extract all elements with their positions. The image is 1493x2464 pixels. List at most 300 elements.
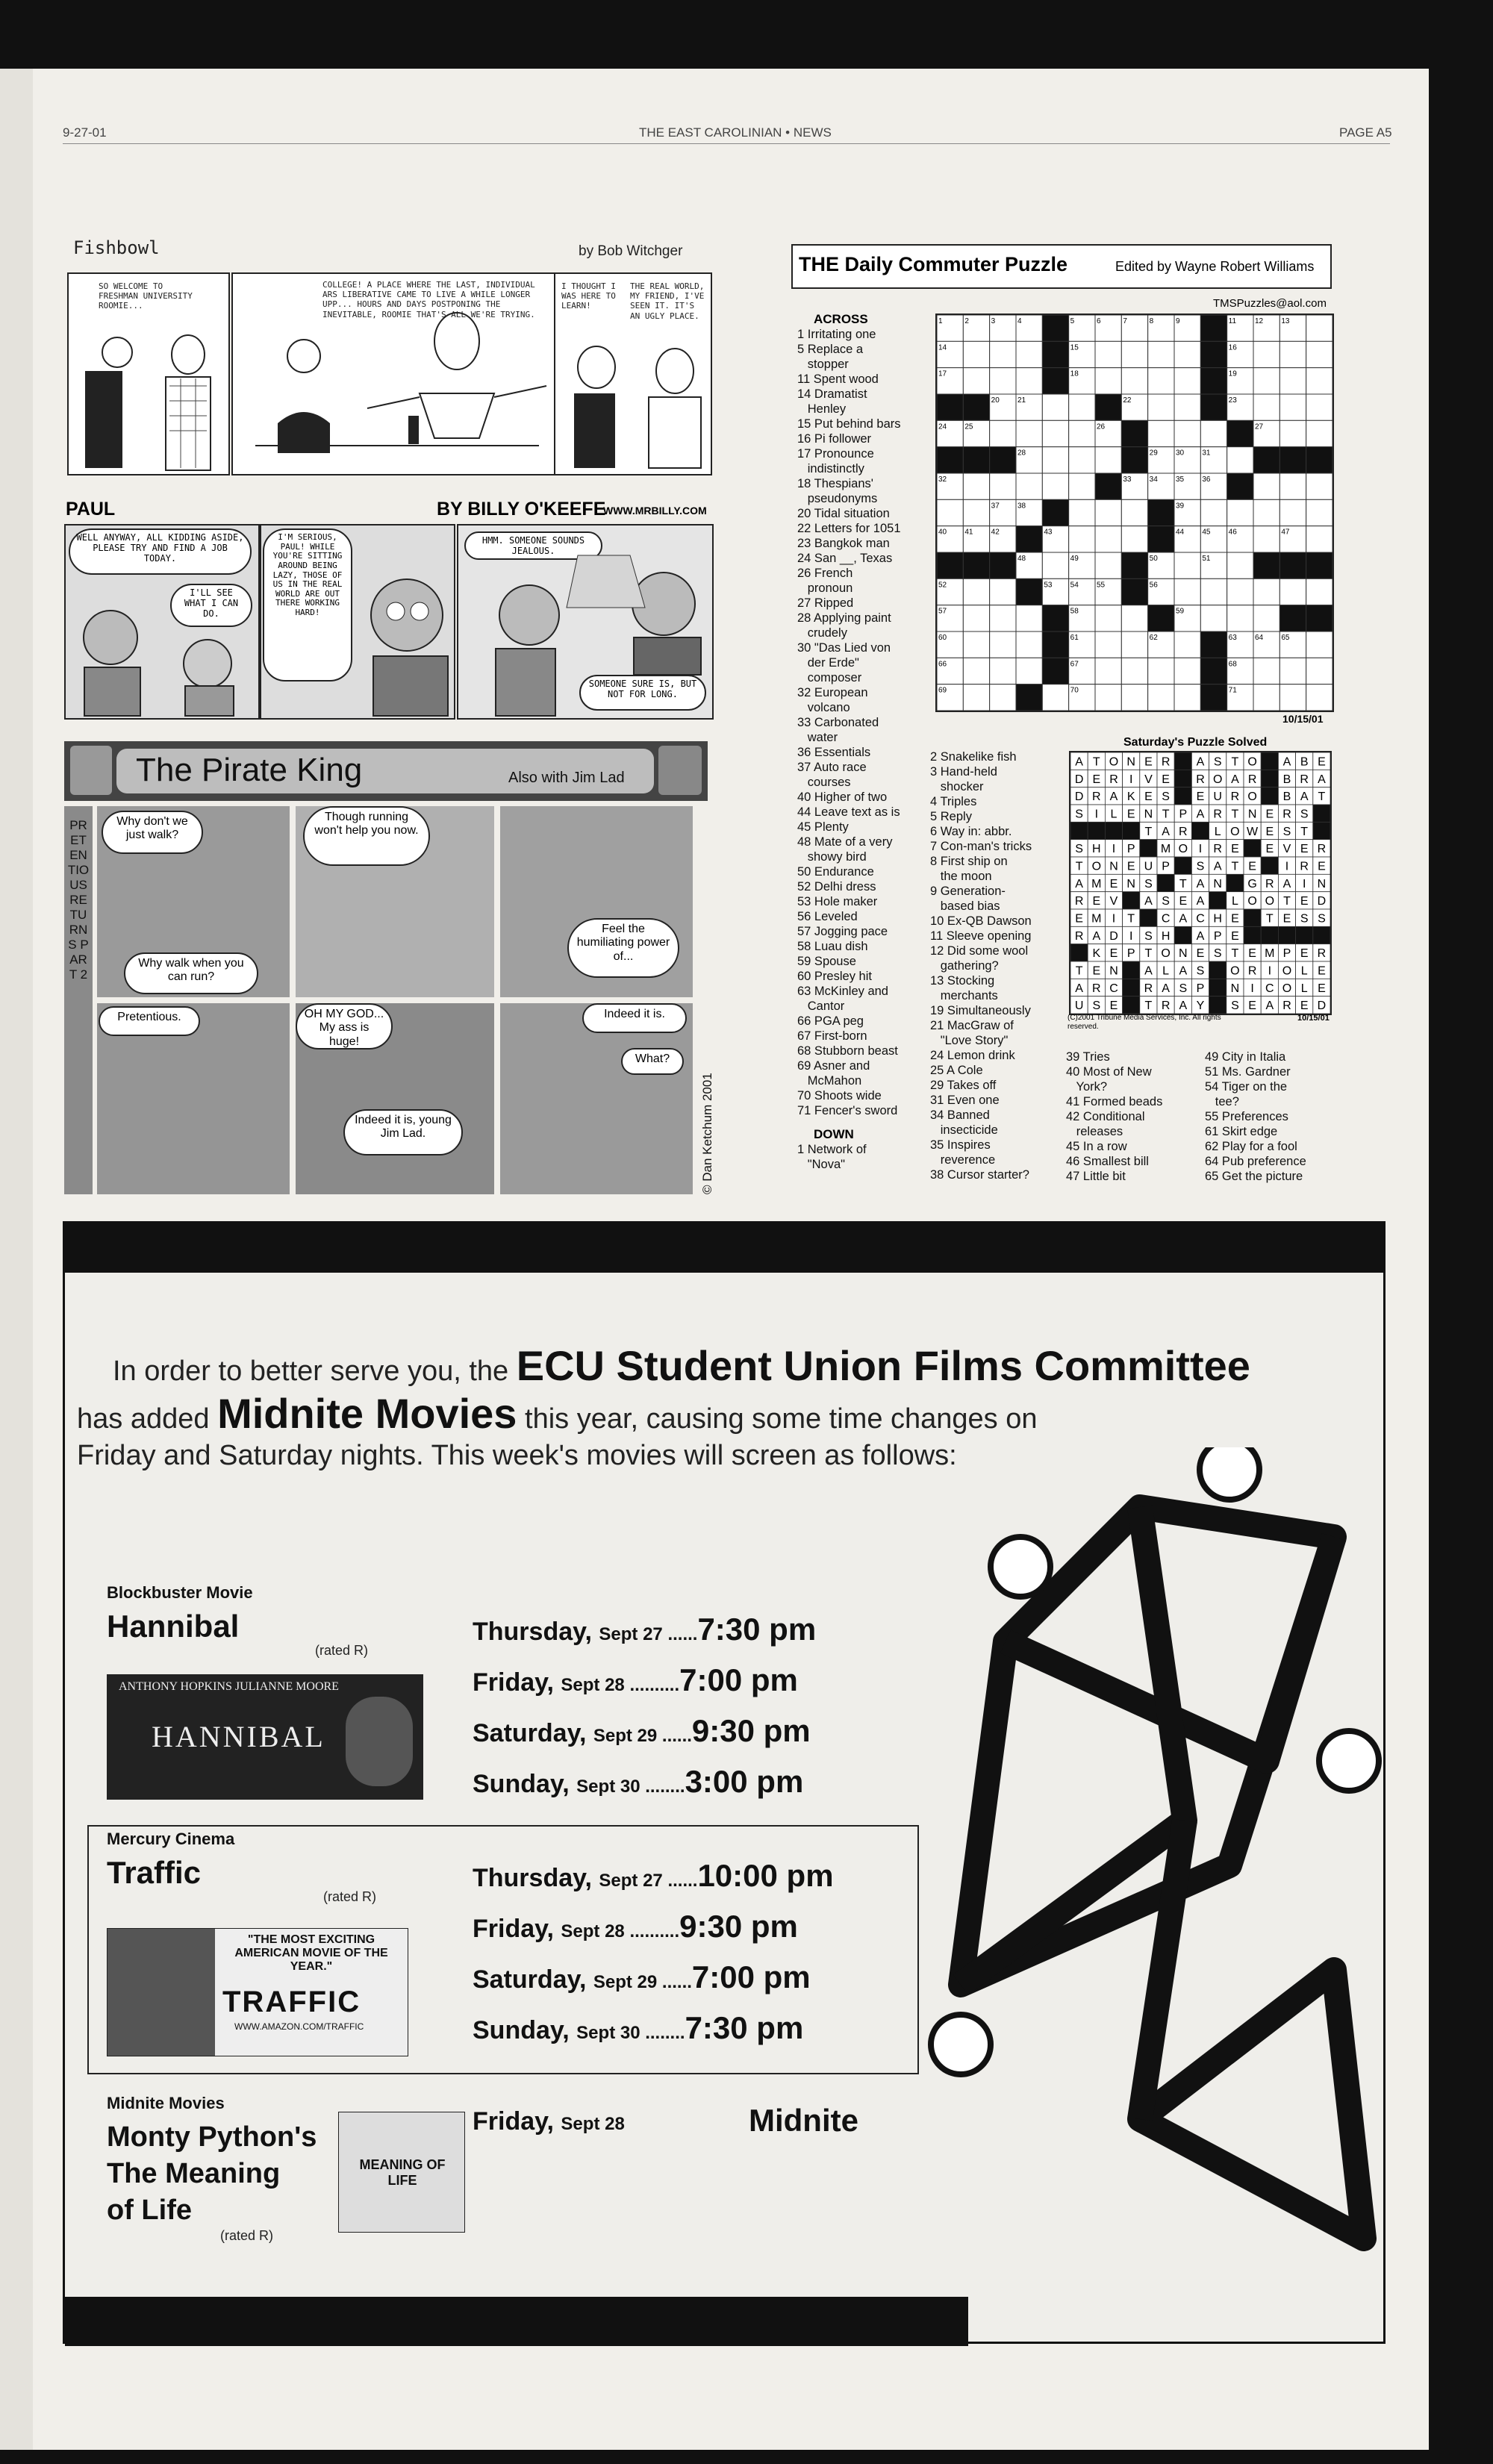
- grid-cell: [1095, 684, 1121, 711]
- solved-letter: E: [1300, 895, 1309, 908]
- grid-cell: [1042, 658, 1068, 684]
- solved-letter: R: [1247, 964, 1257, 978]
- pirate-avatar-left: [70, 746, 112, 795]
- solved-letter: E: [1092, 895, 1101, 908]
- grid-number: 58: [1070, 607, 1079, 616]
- solved-letter: T: [1300, 825, 1309, 838]
- grid-number: 65: [1281, 634, 1290, 642]
- solved-letter: B: [1282, 773, 1291, 786]
- solved-letter: H: [1092, 843, 1101, 856]
- solved-letter: S: [1144, 877, 1153, 891]
- grid-cell: [1016, 368, 1042, 394]
- solved-letter: E: [1300, 947, 1309, 961]
- solved-letter: E: [1144, 790, 1153, 804]
- solved-letter: R: [1300, 860, 1309, 873]
- solved-letter: S: [1213, 755, 1222, 769]
- grid-cell: [1069, 473, 1095, 499]
- pirate-bubble-2: Though running won't help you now.: [303, 806, 430, 866]
- grid-cell: [937, 394, 963, 420]
- grid-cell: [1306, 552, 1333, 578]
- grid-cell: [1200, 499, 1226, 525]
- solved-letter: P: [1126, 843, 1135, 856]
- grid-number: 15: [1070, 343, 1079, 352]
- grid-number: 59: [1176, 607, 1185, 616]
- solved-letter: A: [1179, 912, 1188, 926]
- solved-letter: S: [1092, 999, 1101, 1013]
- movie-3-title: [107, 2119, 317, 2229]
- grid-cell: [1200, 631, 1226, 658]
- pirate-panel-4: [97, 1003, 290, 1194]
- grid-cell: [1042, 394, 1068, 420]
- grid-cell: [1042, 315, 1068, 341]
- hannibal-poster-cast: ANTHONY HOPKINS JULIANNE MOORE: [119, 1680, 339, 1693]
- grid-cell: [1095, 394, 1121, 420]
- solved-letter: E: [1300, 843, 1309, 856]
- grid-number: 39: [1176, 502, 1185, 511]
- grid-cell: [1095, 658, 1121, 684]
- grid-cell: [1280, 447, 1306, 473]
- grid-cell: [1253, 605, 1280, 631]
- grid-cell: [1253, 499, 1280, 525]
- grid-cell: [937, 552, 963, 578]
- grid-cell: [1200, 394, 1226, 420]
- grid-cell: [1200, 315, 1226, 341]
- solved-letter: N: [1144, 808, 1153, 821]
- grid-cell: [1121, 526, 1147, 552]
- solved-letter: E: [1109, 877, 1118, 891]
- solved-cell: [1278, 926, 1295, 944]
- solved-cell: [1209, 892, 1226, 909]
- grid-cell: [990, 684, 1016, 711]
- grid-cell: [1200, 658, 1226, 684]
- solved-letter: O: [1282, 982, 1292, 995]
- solved-letter: Y: [1196, 999, 1205, 1013]
- grid-cell: [1069, 447, 1095, 473]
- grid-number: 30: [1176, 449, 1185, 458]
- solved-cell: [1088, 822, 1105, 839]
- solved-letter: N: [1247, 808, 1257, 821]
- pirate-bubble-6: OH MY GOD... My ass is huge!: [296, 1003, 393, 1049]
- grid-cell: [1227, 499, 1253, 525]
- m2-times-row: Saturday, Sept 29 ......7:00 pm: [473, 1959, 811, 1994]
- paul-drawing-2: [261, 525, 454, 718]
- puzzle-date: 10/15/01: [1282, 713, 1324, 725]
- solved-cell: [1191, 822, 1209, 839]
- solved-letter: A: [1196, 808, 1205, 821]
- pirate-bubble-8: Indeed it is.: [582, 1003, 687, 1033]
- solved-letter: O: [1178, 843, 1188, 856]
- solved-title: Saturday's Puzzle Solved: [1123, 736, 1268, 749]
- down-clues-3: [1066, 1049, 1162, 1184]
- solved-cell: [1070, 944, 1088, 961]
- ad-intro-3: Friday and Saturday nights. This week's movies will screen as follows:: [77, 1440, 957, 1471]
- solved-cell: [1157, 874, 1174, 891]
- solved-letter: K: [1092, 947, 1101, 961]
- solved-letter: E: [1126, 808, 1135, 821]
- grid-number: 53: [1044, 581, 1053, 590]
- solved-cell: [1123, 892, 1140, 909]
- grid-cell: [1095, 631, 1121, 658]
- paul-title: PAUL: [66, 499, 116, 520]
- grid-number: 35: [1176, 475, 1185, 484]
- ad-committee: ECU Student Union Films Committee: [516, 1342, 1250, 1389]
- ad-top-bar: [65, 1223, 1383, 1273]
- hannibal-poster-face: [346, 1697, 413, 1786]
- solved-cell: [1123, 961, 1140, 979]
- pirate-avatar-right: [658, 746, 702, 795]
- grid-cell: [1253, 368, 1280, 394]
- down-list-4: 49 City in Italia 51 Ms. Gardner 54 Tiger on the tee? 55 Preferences 61 Skirt edge 62 Play for a fool 64 Pub preference 65 Get the picture: [1205, 1050, 1306, 1183]
- solved-letter: A: [1144, 964, 1153, 978]
- solved-letter: T: [1127, 912, 1135, 926]
- grid-cell: [1121, 578, 1147, 605]
- grid-cell: [1227, 605, 1253, 631]
- pirate-bubble-4: Feel the humiliating power of...: [567, 918, 679, 978]
- movie-3-title-1: Monty Python's: [107, 2121, 317, 2153]
- grid-cell: [990, 605, 1016, 631]
- solved-letter: S: [1075, 808, 1083, 821]
- grid-cell: [1306, 605, 1333, 631]
- meaning-of-life-poster-title: MEANING OF LIFE: [359, 2157, 446, 2188]
- grid-number: 25: [964, 422, 973, 431]
- solved-letter: A: [1075, 982, 1083, 995]
- grid-cell: [1016, 605, 1042, 631]
- solved-letter: A: [1318, 773, 1326, 786]
- pirate-panel-6: [500, 1003, 693, 1194]
- solved-letter: O: [1109, 755, 1119, 769]
- grid-cell: [1016, 658, 1042, 684]
- m1-times-row: Sunday, Sept 30 ........3:00 pm: [473, 1764, 804, 1799]
- solved-letter: R: [1161, 755, 1171, 769]
- solved-letter: R: [1213, 808, 1222, 821]
- solved-letter: L: [1300, 964, 1308, 978]
- pirate-bubble-3: Why walk when you can run?: [124, 952, 258, 994]
- solved-letter: R: [1317, 843, 1327, 856]
- solved-letter: N: [1109, 860, 1118, 873]
- solved-letter: O: [1230, 964, 1240, 978]
- ad-intro-2a: has added: [77, 1403, 210, 1435]
- ad-intro-line-1: [113, 1341, 1250, 1390]
- ad-intro-2b: this year, causing some time changes on: [525, 1403, 1038, 1435]
- grid-number: 14: [938, 343, 947, 352]
- grid-number: 46: [1228, 528, 1237, 537]
- solved-letter: E: [1092, 773, 1101, 786]
- grid-number: 22: [1123, 396, 1132, 405]
- puzzle-editor: Edited by Wayne Robert Williams: [1115, 259, 1315, 274]
- pirate-also: Also with Jim Lad: [508, 770, 625, 786]
- grid-cell: [1174, 578, 1200, 605]
- down-clues-2: [930, 749, 1032, 1182]
- solved-letter: V: [1282, 843, 1291, 856]
- grid-number: 20: [991, 396, 1000, 405]
- grid-cell: [1253, 552, 1280, 578]
- grid-number: 24: [938, 422, 947, 431]
- solved-letter: I: [1198, 843, 1203, 856]
- solved-letter: T: [1162, 808, 1170, 821]
- solved-letter: E: [1196, 790, 1205, 804]
- grid-cell: [990, 552, 1016, 578]
- movie-2-title: Traffic: [107, 1855, 202, 1890]
- grid-cell: [1306, 341, 1333, 367]
- solved-letter: I: [1302, 877, 1306, 891]
- solved-letter: E: [1179, 895, 1188, 908]
- solved-letter: A: [1196, 929, 1205, 943]
- pirate-side-text: PRETENTIOUS RETURNS PART 2: [67, 818, 90, 982]
- solved-letter: E: [1265, 843, 1274, 856]
- m2-times-row: Sunday, Sept 30 ........7:30 pm: [473, 2010, 804, 2045]
- fishbowl-title: Fishbowl: [73, 237, 160, 258]
- grid-number: 28: [1017, 449, 1026, 458]
- interlocking-people-graphic: [916, 1447, 1383, 2291]
- grid-cell: [1227, 420, 1253, 446]
- grid-cell: [963, 499, 989, 525]
- down-list-3: 39 Tries 40 Most of New York? 41 Formed beads 42 Conditional releases 45 In a row 46 Smallest bill 47 Little bit: [1066, 1050, 1163, 1183]
- solved-letter: N: [1230, 982, 1240, 995]
- solved-letter: R: [1196, 773, 1205, 786]
- solved-cell: [1174, 770, 1191, 787]
- fishbowl-byline: by Bob Witchger: [579, 243, 683, 259]
- solved-letter: E: [1300, 999, 1309, 1013]
- grid-number: 47: [1281, 528, 1290, 537]
- grid-cell: [1069, 394, 1095, 420]
- solved-cell: [1261, 926, 1278, 944]
- solved-cell: [1209, 961, 1226, 979]
- grid-cell: [1148, 368, 1174, 394]
- solved-letter: P: [1126, 947, 1135, 961]
- solved-letter: R: [1213, 843, 1222, 856]
- solved-letter: A: [1162, 982, 1170, 995]
- solved-letter: L: [1162, 964, 1170, 978]
- grid-number: 69: [938, 686, 947, 695]
- solved-cell: [1261, 770, 1278, 787]
- grid-cell: [990, 631, 1016, 658]
- grid-cell: [1174, 552, 1200, 578]
- grid-number: 37: [991, 502, 1000, 511]
- grid-cell: [1280, 368, 1306, 394]
- solved-letter: T: [1075, 860, 1083, 873]
- paul-bubble-1: WELL ANYWAY, ALL KIDDING ASIDE, PLEASE TRY AND FIND A JOB TODAY.: [69, 528, 252, 575]
- solved-letter: O: [1265, 895, 1275, 908]
- grid-number: 32: [938, 475, 947, 484]
- puzzle-email: TMSPuzzles@aol.com: [1213, 297, 1327, 310]
- pirate-panel-5: [296, 1003, 494, 1194]
- paper-name: THE EAST CAROLINIAN • NEWS: [639, 125, 832, 140]
- movie-1-rating: (rated R): [315, 1643, 369, 1658]
- solved-letter: I: [1268, 964, 1272, 978]
- paul-bubble-4: HMM. SOMEONE SOUNDS JEALOUS.: [464, 531, 602, 560]
- solved-letter: O: [1230, 825, 1240, 838]
- fishbowl-panel-1: [67, 272, 230, 475]
- solved-letter: M: [1265, 947, 1275, 961]
- solved-letter: S: [1162, 790, 1170, 804]
- grid-cell: [1253, 526, 1280, 552]
- grid-number: 31: [1202, 449, 1211, 458]
- grid-cell: [1095, 341, 1121, 367]
- solved-letter: L: [1214, 825, 1221, 838]
- solved-letter: C: [1109, 982, 1118, 995]
- solved-letter: P: [1179, 808, 1188, 821]
- pirate-panel-3: [500, 806, 693, 997]
- solved-letter: E: [1075, 912, 1083, 926]
- solved-cell: [1261, 857, 1278, 874]
- solved-letter: E: [1092, 964, 1101, 978]
- solved-cell: [1313, 805, 1330, 822]
- solved-cell: [1140, 909, 1157, 926]
- solved-letter: I: [1250, 982, 1254, 995]
- grid-cell: [1253, 473, 1280, 499]
- solved-letter: A: [1282, 877, 1291, 891]
- grid-cell: [990, 420, 1016, 446]
- solved-letter: S: [1282, 825, 1291, 838]
- fishbowl-text-3a: I THOUGHT I WAS HERE TO LEARN!: [561, 281, 616, 311]
- grid-cell: [1016, 684, 1042, 711]
- grid-cell: [1200, 605, 1226, 631]
- solved-letter: E: [1231, 929, 1239, 943]
- solved-letter: E: [1318, 860, 1326, 873]
- grid-number: 71: [1228, 686, 1237, 695]
- grid-number: 34: [1149, 475, 1158, 484]
- solved-letter: U: [1144, 860, 1153, 873]
- solved-letter: E: [1318, 982, 1326, 995]
- grid-cell: [1306, 578, 1333, 605]
- movie-3-rating: (rated R): [220, 2228, 274, 2243]
- grid-number: 45: [1202, 528, 1211, 537]
- solved-letter: E: [1318, 964, 1326, 978]
- solved-letter: T: [1144, 825, 1153, 838]
- solved-cell: [1174, 752, 1191, 770]
- grid-cell: [1121, 420, 1147, 446]
- grid-cell: [1042, 368, 1068, 394]
- solved-cell: [1296, 926, 1313, 944]
- solved-letter: H: [1213, 912, 1222, 926]
- meaning-of-life-poster: [338, 2112, 465, 2233]
- fishbowl-panel-3: [554, 272, 712, 475]
- solved-date: 10/15/01: [1297, 1014, 1330, 1023]
- puzzle-title: THE Daily Commuter Puzzle: [799, 253, 1068, 275]
- solved-cell: [1209, 996, 1226, 1014]
- solved-letter: E: [1196, 947, 1205, 961]
- solved-letter: T: [1075, 964, 1083, 978]
- grid-cell: [1121, 631, 1147, 658]
- grid-cell: [1280, 552, 1306, 578]
- grid-cell: [1069, 526, 1095, 552]
- grid-cell: [963, 368, 989, 394]
- grid-cell: [1095, 473, 1121, 499]
- grid-number: 60: [938, 634, 947, 642]
- grid-cell: [1042, 631, 1068, 658]
- grid-cell: [937, 499, 963, 525]
- solved-letter: O: [1091, 860, 1102, 873]
- paul-bubble-5: SOMEONE SURE IS, BUT NOT FOR LONG.: [579, 675, 706, 711]
- grid-cell: [1200, 368, 1226, 394]
- solved-letter: T: [1231, 808, 1239, 821]
- grid-number: 42: [991, 528, 1000, 537]
- solved-letter: A: [1231, 773, 1239, 786]
- solved-letter: M: [1091, 877, 1102, 891]
- grid-number: 41: [964, 528, 973, 537]
- grid-cell: [1016, 631, 1042, 658]
- solved-letter: E: [1109, 999, 1118, 1013]
- paul-bubble-3: I'M SERIOUS, PAUL! WHILE YOU'RE SITTING AROUND BEING LAZY, THOSE OF US IN THE REAL WORLD ARE OUT THERE WORKING HARD!: [263, 528, 352, 682]
- solved-letter: E: [1318, 755, 1326, 769]
- grid-cell: [963, 394, 989, 420]
- grid-cell: [1042, 447, 1068, 473]
- solved-letter: N: [1317, 877, 1327, 891]
- grid-cell: [1306, 684, 1333, 711]
- grid-cell: [1253, 578, 1280, 605]
- grid-cell: [1042, 341, 1068, 367]
- movie-3-day: Friday, Sept 28: [473, 2107, 625, 2136]
- solved-letter: I: [1112, 912, 1116, 926]
- solved-letter: A: [1179, 999, 1188, 1013]
- solved-letter: U: [1074, 999, 1084, 1013]
- solved-letter: S: [1196, 860, 1205, 873]
- solved-letter: K: [1126, 790, 1135, 804]
- solved-letter: M: [1091, 912, 1102, 926]
- solved-cell: [1140, 840, 1157, 857]
- grid-number: 67: [1070, 660, 1079, 669]
- grid-cell: [1174, 394, 1200, 420]
- grid-cell: [1227, 447, 1253, 473]
- movie-3-kind: Midnite Movies: [107, 2094, 225, 2112]
- grid-cell: [1016, 473, 1042, 499]
- grid-number: 21: [1017, 396, 1026, 405]
- grid-cell: [1306, 420, 1333, 446]
- grid-cell: [1148, 658, 1174, 684]
- grid-number: 12: [1255, 317, 1264, 325]
- solved-letter: T: [1318, 790, 1326, 804]
- grid-cell: [1306, 315, 1333, 341]
- grid-cell: [1253, 394, 1280, 420]
- solved-letter: T: [1283, 895, 1291, 908]
- solved-letter: C: [1265, 982, 1274, 995]
- solved-letter: I: [1129, 929, 1133, 943]
- fishbowl-panel-2: [231, 272, 557, 475]
- solved-letter: E: [1109, 947, 1118, 961]
- solved-letter: R: [1092, 982, 1101, 995]
- grid-cell: [1095, 526, 1121, 552]
- solved-letter: S: [1300, 808, 1309, 821]
- movie-1-title: Hannibal: [107, 1609, 240, 1644]
- pirate-panel-2: [296, 806, 494, 997]
- solved-cell: [1226, 874, 1244, 891]
- across-clues: [797, 312, 901, 1172]
- grid-number: 64: [1255, 634, 1264, 642]
- solved-letter: D: [1109, 929, 1118, 943]
- solved-letter: E: [1231, 912, 1239, 926]
- movie-3-title-3: of Life: [107, 2195, 192, 2226]
- solved-letter: S: [1144, 929, 1153, 943]
- m1-times-row: Friday, Sept 28 ..........7:00 pm: [473, 1662, 798, 1697]
- grid-number: 2: [964, 317, 969, 325]
- grid-cell: [1200, 341, 1226, 367]
- header-rule: [63, 143, 1390, 144]
- solved-letter: E: [1248, 947, 1256, 961]
- pirate-credit: © Dan Ketchum 2001: [700, 1073, 714, 1194]
- grid-cell: [1069, 499, 1095, 525]
- ad-bottom-bar: [65, 2297, 968, 2346]
- grid-cell: [963, 605, 989, 631]
- grid-cell: [1253, 684, 1280, 711]
- grid-cell: [937, 447, 963, 473]
- movie-3-time: Midnite: [749, 2103, 858, 2138]
- hannibal-poster: [107, 1674, 423, 1800]
- grid-number: 54: [1070, 581, 1079, 590]
- pirate-bubble-7: Indeed it is, young Jim Lad.: [343, 1109, 463, 1155]
- grid-cell: [1121, 552, 1147, 578]
- pirate-panel-1: [97, 806, 290, 997]
- grid-number: 36: [1202, 475, 1211, 484]
